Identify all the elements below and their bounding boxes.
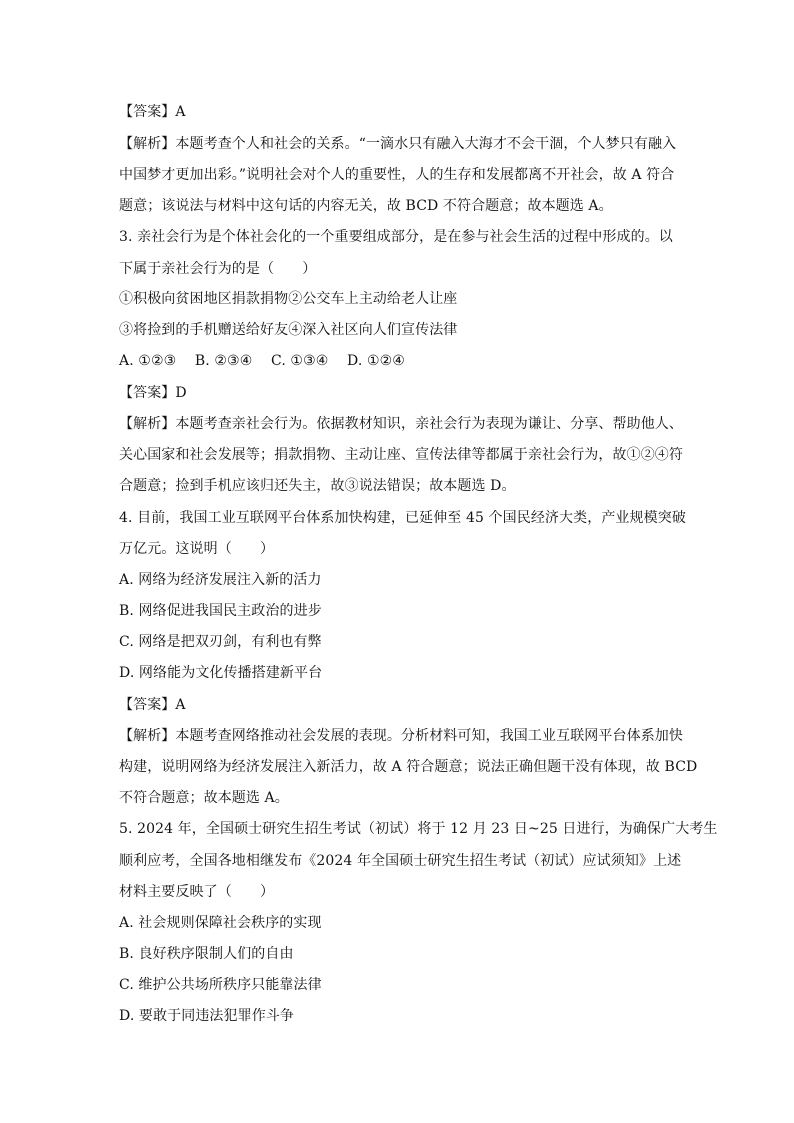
question-5-option-b: B. 良好秩序限制人们的自由 [119, 946, 294, 962]
question-5-option-d: D. 要敢于同违法犯罪作斗争 [119, 1008, 295, 1024]
question-5-line-1: 5. 2024 年，全国硕士研究生招生考试（初试）将于 12 月 23 日~25 日进行，为确保广大考生 [119, 821, 718, 837]
analysis-q4-line-1: 【解析】本题考查网络推动社会发展的表现。分析材料可知，我国工业互联网平台体系加快 [119, 728, 683, 744]
analysis-q4-line-3: 不符合题意；故本题选 A。 [119, 790, 289, 806]
question-3-items-1: ①积极向贫困地区捐款捐物②公交车上主动给老人让座 [119, 291, 458, 307]
answer-q4: 【答案】A [119, 697, 186, 713]
question-4-line-1: 4. 目前，我国工业互联网平台体系加快构建，已延伸至 45 个国民经济大类，产业规模突破 [119, 510, 686, 526]
analysis-q3-line-2: 关心国家和社会发展等；捐款捐物、主动让座、宣传法律等都属于亲社会行为，故①②④符 [119, 447, 683, 463]
question-4-option-a: A. 网络为经济发展注入新的活力 [119, 572, 322, 588]
answer-q2: 【答案】A [119, 104, 186, 120]
question-4-option-c: C. 网络是把双刃剑，有利也有弊 [119, 634, 322, 650]
question-4-option-b: B. 网络促进我国民主政治的进步 [119, 603, 322, 619]
question-4-option-d: D. 网络能为文化传播搭建新平台 [119, 665, 323, 681]
analysis-q2-line-3: 题意；该说法与材料中这句话的内容无关，故 BCD 不符合题意；故本题选 A。 [119, 198, 613, 214]
question-4-line-2: 万亿元。这说明（ ） [119, 541, 275, 557]
question-3-line-2: 下属于亲社会行为的是（ ） [119, 261, 317, 277]
analysis-q2-line-2: 中国梦才更加出彩。”说明社会对个人的重要性，人的生存和发展都离不开社会，故 A 符合 [119, 167, 675, 183]
analysis-q3-line-1: 【解析】本题考查亲社会行为。依据教材知识，亲社会行为表现为谦让、分享、帮助他人、 [119, 416, 683, 432]
question-5-line-3: 材料主要反映了（ ） [119, 884, 275, 900]
answer-q3: 【答案】D [119, 385, 187, 401]
analysis-q4-line-2: 构建，说明网络为经济发展注入新活力，故 A 符合题意；说法正确但题干没有体现，故 BCD [119, 759, 698, 775]
question-5-option-a: A. 社会规则保障社会秩序的实现 [119, 915, 322, 931]
question-3-items-2: ③将捡到的手机赠送给好友④深入社区向人们宣传法律 [119, 322, 458, 338]
question-5-line-2: 顺利应考，全国各地相继发布《2024 年全国硕士研究生招生考试（初试）应试须知》上述 [119, 853, 682, 869]
question-3-options: A. ①②③ B. ②③④ C. ①③④ D. ①②④ [119, 353, 405, 369]
question-5-option-c: C. 维护公共场所秩序只能靠法律 [119, 977, 322, 993]
analysis-q2-line-1: 【解析】本题考查个人和社会的关系。“一滴水只有融入大海才不会干涸，个人梦只有融入 [119, 136, 677, 152]
question-3-line-1: 3. 亲社会行为是个体社会化的一个重要组成部分，是在参与社会生活的过程中形成的。以 [119, 229, 673, 245]
analysis-q3-line-3: 合题意；捡到手机应该归还失主，故③说法错误；故本题选 D。 [119, 478, 516, 494]
